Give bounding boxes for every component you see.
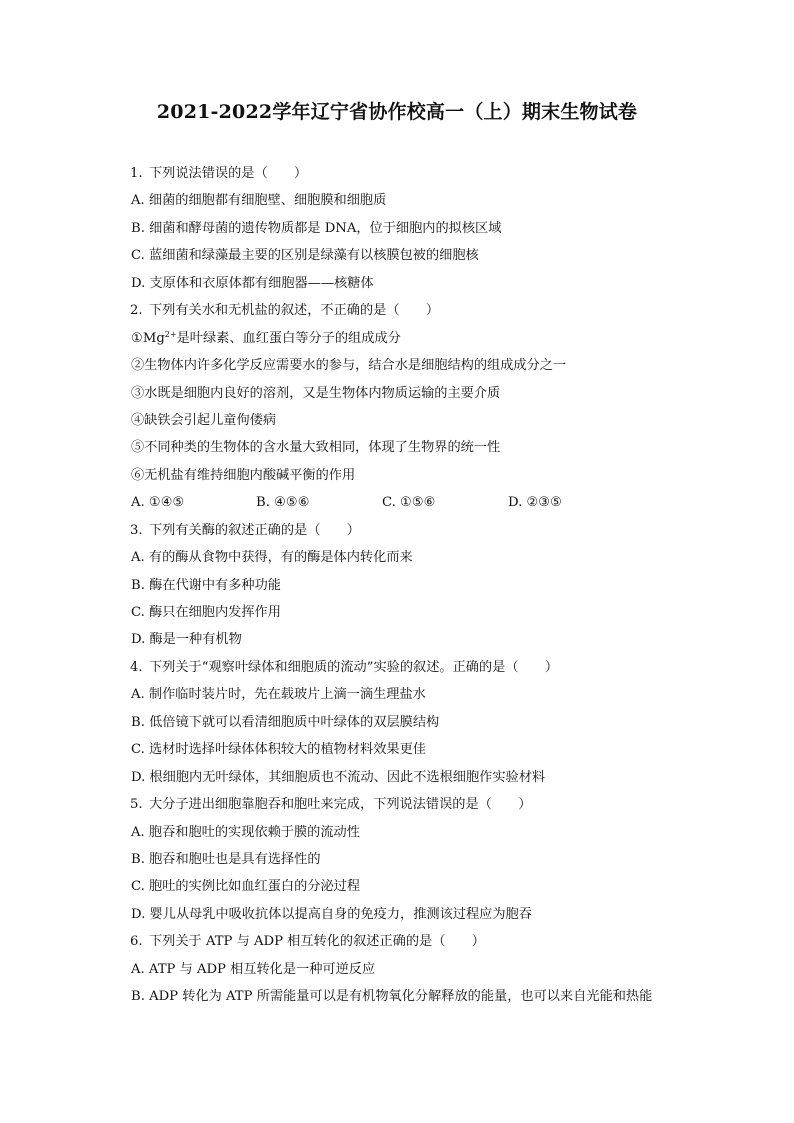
statement-4: ④缺铁会引起儿童佝偻病 (131, 412, 277, 428)
exam-title: 2021-2022学年辽宁省协作校高一（上）期末生物试卷 (156, 101, 638, 123)
question-stem (130, 160, 690, 187)
option-c: C. 酶只在细胞内发挥作用 (131, 605, 281, 620)
statement-1 (130, 325, 690, 352)
option-b: B. 胞吞和胞吐也是具有选择性的 (131, 851, 321, 867)
question-number: 6. (130, 934, 143, 950)
option-a: A. 细菌的细胞都有细胞壁、细胞膜和细胞质 (131, 193, 387, 209)
question-stem (130, 791, 690, 818)
option-c: C. 蓝细菌和绿藻最主要的区别是绿藻有以核膜包被的细胞核 (131, 248, 479, 264)
question-stem (130, 928, 690, 955)
option-d: D. 根细胞内无叶绿体，其细胞质也不流动、因此不选根细胞作实验材料 (131, 769, 546, 785)
option-b: B. ADP 转化为 ATP 所需能量可以是有机物氧化分解释放的能量，也可以来自光能和热能 (131, 989, 653, 1005)
option-b: B. 酶在代谢中有多种功能 (131, 577, 281, 593)
option-a: A. ATP 与 ADP 相互转化是一种可逆反应 (131, 961, 376, 977)
question-list (130, 160, 690, 1011)
option-d: D. 婴儿从母乳中吸收抗体以提高自身的免疫力，推测该过程应为胞吞 (131, 906, 532, 922)
question-text: 下列关于“观察叶绿体和细胞质的流动”实验的叙述。正确的是（ ） (149, 659, 559, 675)
option-a: A. 有的酶从食物中获得，有的酶是体内转化而来 (131, 550, 413, 566)
statement-3: ③水既是细胞内良好的溶剂，又是生物体内物质运输的主要介质 (131, 385, 501, 401)
option-c: C. ①⑤⑥ (382, 495, 436, 511)
option-d: D. ②③⑤ (508, 495, 562, 511)
ion-charge: 2+ (164, 329, 177, 339)
question-5 (130, 791, 690, 928)
question-text: 大分子进出细胞靠胞吞和胞吐来完成，下列说法错误的是（ ） (149, 797, 532, 813)
question-number: 4. (130, 659, 143, 675)
statement-1-after: 是叶绿素、血红蛋白等分子的组成成分 (176, 330, 401, 346)
option-c: C. 选材时选择叶绿体体积较大的植物材料效果更佳 (131, 742, 426, 758)
option-a: A. ①④⑤ (131, 495, 185, 511)
option-b: B. 低倍镜下就可以看清细胞质中叶绿体的双层膜结构 (131, 714, 440, 730)
question-1 (130, 160, 690, 297)
option-d: D. 支原体和衣原体都有细胞器——核糖体 (131, 275, 374, 291)
question-6 (130, 928, 690, 1010)
question-number: 2. (130, 303, 143, 319)
option-b: B. ④⑤⑥ (256, 495, 310, 511)
question-stem (130, 517, 690, 544)
question-3 (130, 517, 690, 654)
question-stem (130, 654, 690, 681)
statement-1-before: ①Mg (131, 330, 165, 346)
option-a: A. 制作临时装片时，先在载玻片上滴一滴生理盐水 (131, 687, 426, 703)
statement-6: ⑥无机盐有维持细胞内酸碱平衡的作用 (131, 467, 356, 483)
question-stem (130, 297, 690, 324)
question-number: 5. (130, 797, 143, 813)
question-2 (130, 297, 690, 517)
question-text: 下列关于 ATP 与 ADP 相互转化的叙述正确的是（ ） (149, 934, 485, 950)
question-text: 下列有关酶的叙述正确的是（ ） (149, 522, 360, 538)
option-a: A. 胞吞和胞吐的实现依赖于膜的流动性 (131, 824, 360, 840)
statement-2: ②生物体内许多化学反应需要水的参与，结合水是细胞结构的组成成分之一 (131, 358, 567, 374)
question-number: 3. (130, 522, 143, 538)
question-number: 1. (130, 166, 143, 181)
question-text: 下列有关水和无机盐的叙述，不正确的是（ ） (149, 303, 440, 319)
option-b: B. 细菌和酵母菌的遗传物质都是 DNA，位于细胞内的拟核区域 (131, 220, 502, 236)
option-d: D. 酶是一种有机物 (131, 632, 242, 648)
question-4 (130, 654, 690, 791)
question-text: 下列说法错误的是（ ） (149, 166, 308, 181)
statement-5: ⑤不同种类的生物体的含水量大致相同，体现了生物界的统一性 (131, 440, 501, 456)
option-c: C. 胞吐的实例比如血红蛋白的分泌过程 (131, 879, 361, 895)
inline-options (130, 489, 690, 516)
